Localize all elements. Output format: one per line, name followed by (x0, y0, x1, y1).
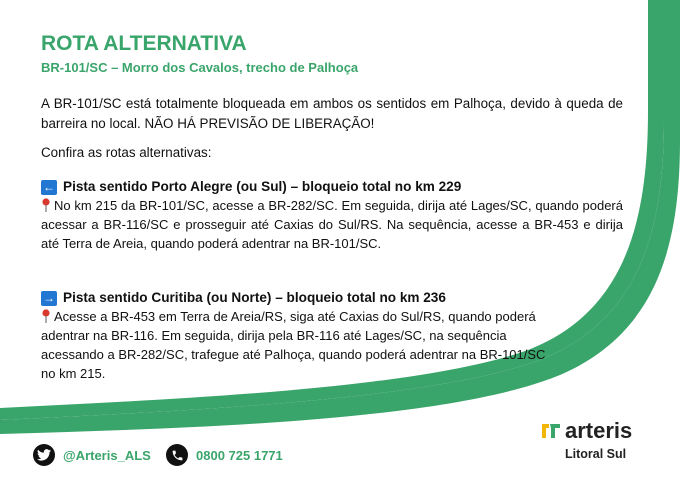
page-subtitle: BR-101/SC – Morro dos Cavalos, trecho de Palhoça (41, 60, 359, 75)
left-arrow-icon: ← (43, 179, 55, 194)
route-south-title: Pista sentido Porto Alegre (ou Sul) – bloqueio total no km 229 (63, 179, 462, 194)
pushpin-icon (41, 198, 51, 212)
phone-number: 0800 725 1771 (196, 447, 283, 463)
arteris-logo-mark-icon (540, 420, 562, 442)
pushpin-icon (41, 309, 51, 323)
route-north-title: Pista sentido Curitiba (ou Norte) – bloqueio total no km 236 (63, 290, 446, 305)
route-south-heading (41, 178, 623, 196)
route-north-description (41, 307, 561, 383)
routes-intro: Confira as rotas alternativas: (41, 145, 212, 160)
route-north-heading (41, 289, 623, 307)
twitter-contact[interactable] (33, 444, 151, 466)
page-title: ROTA ALTERNATIVA (41, 32, 247, 55)
twitter-icon (33, 444, 55, 466)
logo-subtitle: Litoral Sul (565, 447, 627, 461)
arteris-logo (540, 419, 640, 461)
route-south (41, 178, 623, 253)
intro-paragraph: A BR-101/SC está totalmente bloqueada em ambos os sentidos em Palhoça, devido à queda de barreira no local. NÃO HÁ PREVISÃO DE LIBERAÇÃO! (41, 96, 623, 131)
right-arrow-icon: → (43, 290, 55, 305)
logo-name: arteris (565, 418, 633, 443)
phone-icon (166, 444, 188, 466)
route-north (41, 289, 623, 383)
twitter-handle: @Arteris_ALS (63, 447, 151, 463)
route-north-text: Acesse a BR-453 em Terra de Areia/RS, siga até Caxias do Sul/RS, quando poderá adentrar na BR-116. Em seguida, dirija pela BR-116 até Lages/SC, na sequência acessando a BR-282/SC, trafegue até Palhoça, quando poderá adentrar na BR-101/SC no km 215. (41, 309, 546, 381)
route-south-text: No km 215 da BR-101/SC, acesse a BR-282/SC. Em seguida, dirija até Lages/SC, quando poderá acessar a BR-116/SC e prosseguir até Caxias do Sul/RS. Na sequência, acesse a BR-453 e dirija até Terra de Areia, quando poderá adentrar na BR-101/SC. (41, 198, 623, 251)
phone-contact[interactable] (166, 444, 283, 466)
route-south-description (41, 196, 623, 253)
